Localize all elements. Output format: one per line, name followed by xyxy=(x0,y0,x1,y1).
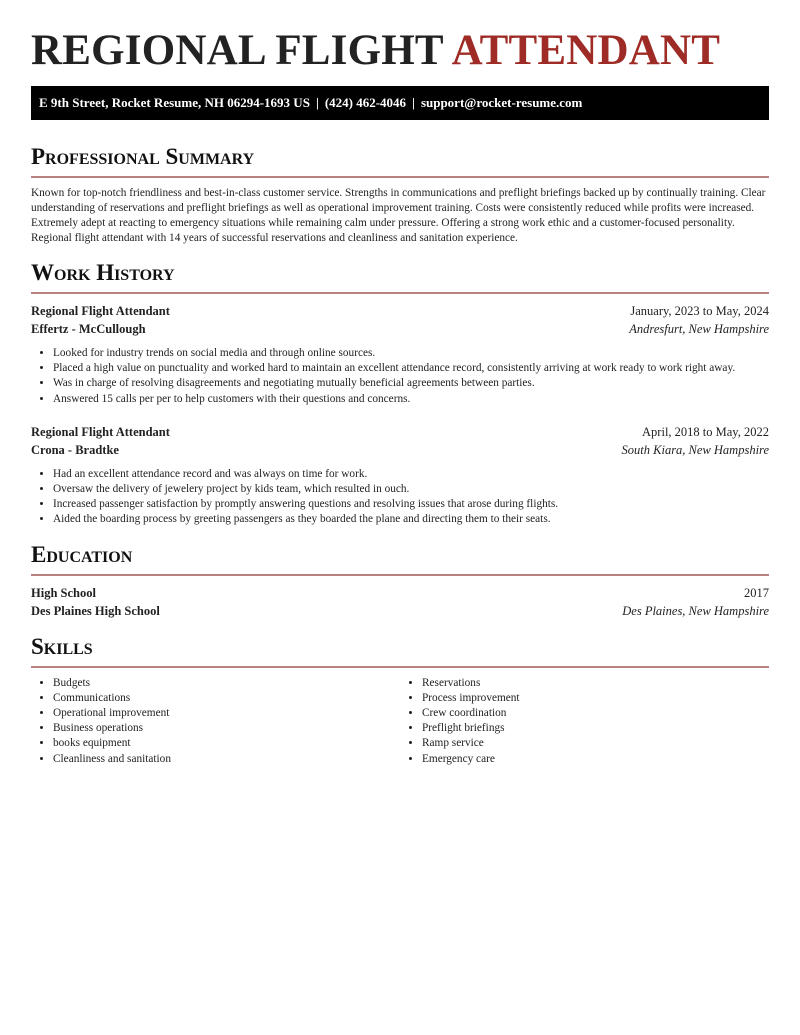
contact-bar xyxy=(31,86,769,120)
summary-text: Known for top-notch friendliness and best-in-class customer service. Strengths in communications and preflight briefings backed up by continually training. Clear understanding of reservations and preflight briefings as well as operational improvement training. Costs were consistently reduced while profits were increased. Extremely adept at reacting to emergency situations while remaining calm under pressure. Offering a strong work ethic and a customer-focused personality. Regional flight attendant with 14 years of successful reservations and cleanliness and sanitation experience. xyxy=(31,187,766,244)
education-degree: High School xyxy=(31,585,96,600)
summary-section xyxy=(31,144,769,246)
job-location: Andresfurt, New Hampshire xyxy=(629,322,769,336)
contact-phone: (424) 462-4046 xyxy=(324,95,407,110)
list-item: • Had an excellent attendance record and was always on time for work. xyxy=(53,467,769,482)
section-heading: Work History xyxy=(31,260,175,285)
section-divider xyxy=(31,292,769,294)
contact-email: support@rocket-resume.com xyxy=(420,95,583,110)
skill-item: • Emergency care xyxy=(422,752,769,767)
skills-section xyxy=(31,634,769,767)
section-heading: Skills xyxy=(31,633,93,659)
education-school: Des Plaines High School xyxy=(31,603,160,618)
education-year: 2017 xyxy=(744,585,769,600)
skill-item: • Reservations xyxy=(422,676,769,691)
skills-left-column xyxy=(31,676,400,767)
section-heading: Education xyxy=(31,541,133,567)
list-item: • Oversaw the delivery of jewelery project by kids team, which resulted in ouch. xyxy=(53,482,769,497)
job-entry xyxy=(31,302,769,407)
skill-item: • Ramp service xyxy=(422,736,769,751)
job-location: South Kiara, New Hampshire xyxy=(621,442,769,457)
skill-item: • Cleanliness and sanitation xyxy=(53,752,400,767)
job-dates: April, 2018 to May, 2022 xyxy=(642,424,769,439)
education-section xyxy=(31,542,769,620)
section-divider xyxy=(31,176,769,178)
section-divider xyxy=(31,574,769,576)
job-company: Crona - Bradtke xyxy=(31,442,119,457)
skill-item: • Operational improvement xyxy=(53,706,400,721)
section-divider xyxy=(31,666,769,668)
job-title: Regional Flight Attendant xyxy=(31,424,170,439)
job-bullets xyxy=(31,346,769,407)
list-item: • Increased passenger satisfaction by promptly answering questions and resolving issues that arose during flights. xyxy=(53,497,769,512)
title-main: REGIONAL FLIGHT xyxy=(31,27,444,74)
contact-address: E 9th Street, Rocket Resume, NH 06294-1693 US xyxy=(39,95,310,110)
skills-right-column xyxy=(400,676,769,767)
job-dates: January, 2023 to May, 2024 xyxy=(630,304,769,318)
skill-item: • Communications xyxy=(53,691,400,706)
job-entry xyxy=(31,423,769,528)
list-item: • Looked for industry trends on social media and through online sources. xyxy=(53,346,769,361)
skill-item: • books equipment xyxy=(53,736,400,751)
list-item: • Was in charge of resolving disagreements and negotiating mutually beneficial agreements between parties. xyxy=(53,376,769,391)
job-title: Regional Flight Attendant xyxy=(31,304,170,318)
separator: | xyxy=(315,95,319,110)
separator: | xyxy=(412,95,415,110)
list-item: • Aided the boarding process by greeting passengers as they boarded the plane and directing them to their seats. xyxy=(53,512,769,527)
skill-item: • Crew coordination xyxy=(422,706,769,721)
resume-title xyxy=(31,0,769,74)
skill-item: • Preflight briefings xyxy=(422,721,769,736)
skill-item: • Business operations xyxy=(53,721,400,736)
education-location: Des Plaines, New Hampshire xyxy=(622,603,769,618)
skill-item: • Process improvement xyxy=(422,691,769,706)
job-bullets xyxy=(31,467,769,528)
list-item: • Placed a high value on punctuality and worked hard to maintain an excellent attendance record, consistently arriving at work ready to work right away. xyxy=(53,361,769,376)
job-company: Effertz - McCullough xyxy=(31,322,146,336)
list-item: • Answered 15 calls per per to help customers with their questions and concerns. xyxy=(53,392,769,407)
skill-item: • Budgets xyxy=(53,676,400,691)
section-heading: Professional Summary xyxy=(31,144,255,169)
work-history-section xyxy=(31,260,769,528)
title-accent: ATTENDANT xyxy=(451,27,721,74)
